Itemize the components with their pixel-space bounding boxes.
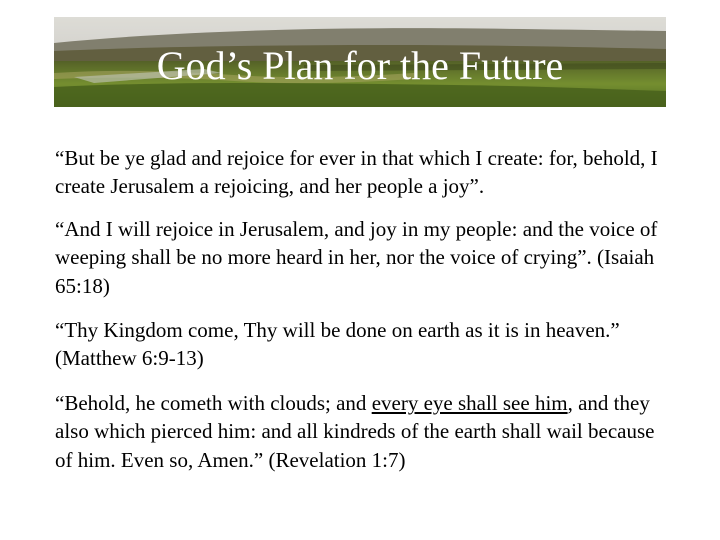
quote-isaiah-65-18: “And I will rejoice in Jerusalem, and joy in my people: and the voice of weeping shall be no more heard in her, nor the voice of crying”. (Isaiah 65:18)	[55, 217, 658, 298]
quote-isaiah-rejoice: “But be ye glad and rejoice for ever in that which I create: for, behold, I create Jerusalem a rejoicing, and her people a joy”.	[55, 146, 658, 199]
quote-text-start: “Behold, he cometh with clouds; and	[55, 391, 372, 415]
slide-title: God’s Plan for the Future	[156, 43, 564, 88]
quote-text-end: , and they also which pierced him: and all kindreds of the earth shall wail because of him. Even so, Amen.” (Revelation 1:7)	[55, 391, 655, 472]
quote-matthew-6-9-13: “Thy Kingdom come, Thy will be done on earth as it is in heaven.” (Matthew 6:9-13)	[55, 318, 620, 371]
quote-revelation-1-7	[55, 389, 675, 474]
underlined-phrase: every eye shall see him	[371, 391, 568, 415]
